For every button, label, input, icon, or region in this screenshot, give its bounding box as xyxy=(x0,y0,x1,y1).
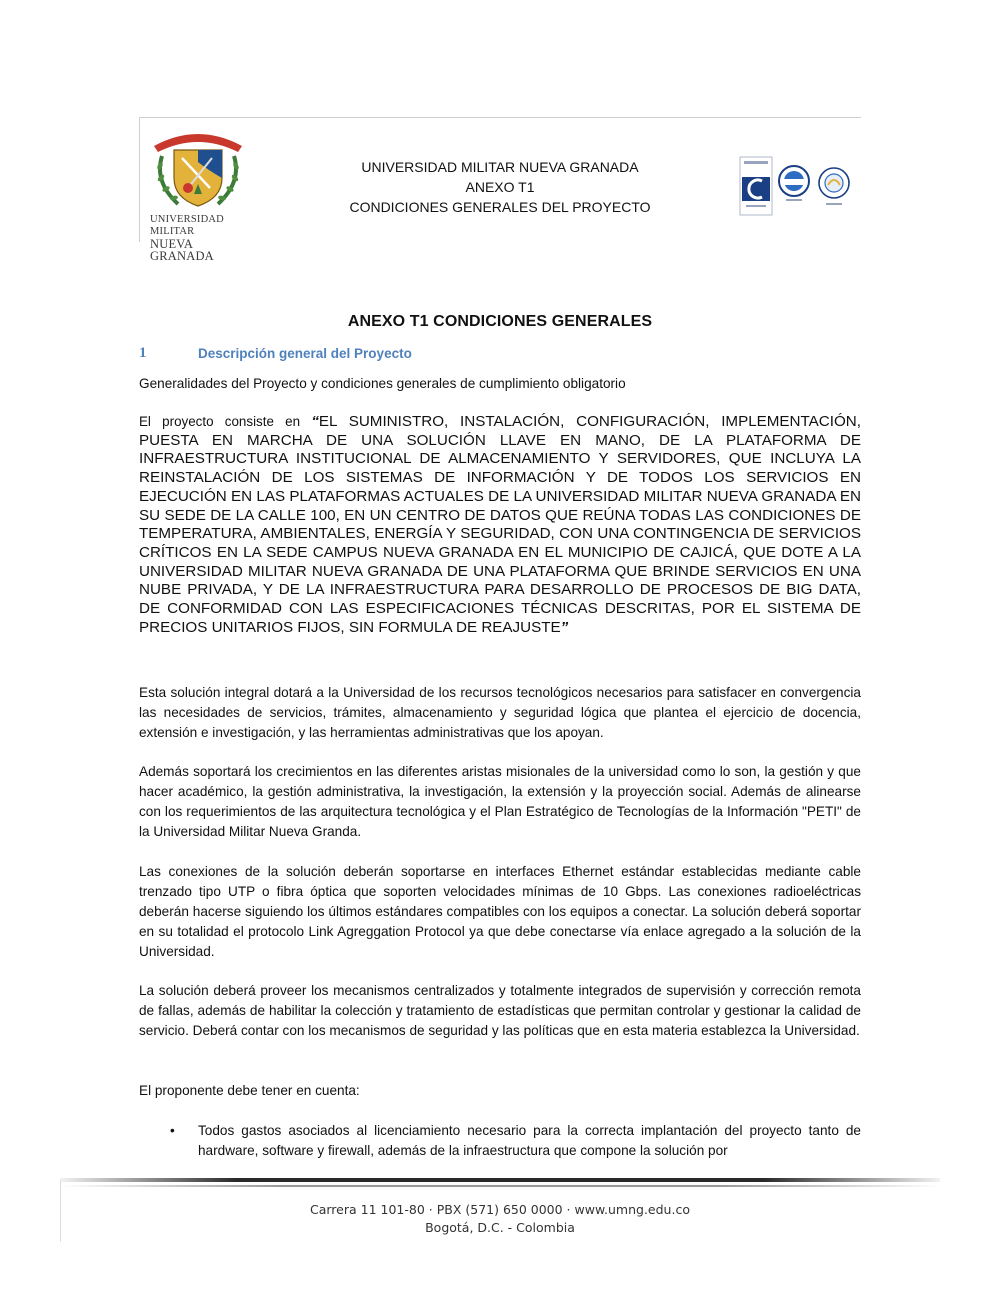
scope-lead: El proyecto consiste en xyxy=(139,414,312,429)
header-title xyxy=(300,157,700,217)
footer-line2: Bogotá, D.C. - Colombia xyxy=(425,1220,575,1235)
header-title-line2: ANEXO T1 xyxy=(465,179,535,195)
header-title-line1: UNIVERSIDAD MILITAR NUEVA GRANADA xyxy=(361,159,639,175)
footer-line1: Carrera 11 101-80 · PBX (571) 650 0000 · www.umng.edu.co xyxy=(310,1202,690,1217)
document-title: ANEXO T1 CONDICIONES GENERALES xyxy=(347,313,653,330)
section-heading xyxy=(139,345,861,365)
scope-text: EL SUMINISTRO, INSTALACIÓN, CONFIGURACIÓN, IMPLEMENTACIÓN, PUESTA EN MARCHA DE UNA SOLUCIÓN LLAVE EN MANO, DE LA PLATAFORMA DE INFRAESTRUCTURA INSTITUCIONAL DE ALMACENAMIENTO Y SERVIDORES, QUE INCLUYA LA REINSTALACIÓN DE LOS SISTEMAS DE INFORMACIÓN Y DE TODOS LOS SERVICIOS EN EJECUCIÓN EN LAS PLATAFORMAS ACTUALES DE LA UNIVERSIDAD MILITAR NUEVA GRANADA EN SU SEDE DE LA CALLE 100, EN UN CENTRO DE DATOS QUE REÚNA TODAS LAS CONDICIONES DE TEMPERATURA, AMBIENTALES, ENERGÍA Y SEGURIDAD, CON UNA CONTINGENCIA DE SERVICIOS CRÍTICOS EN LA SEDE CAMPUS NUEVA GRANADA EN EL MUNICIPIO DE CAJICÁ, QUE DOTE A LA UNIVERSIDAD MILITAR NUEVA GRANADA DE UNA PLATAFORMA QUE BRINDE SERVICIOS EN UNA NUBE PRIVADA, Y DE LA INFRAESTRUCTURA PARA DESARROLLO DE PROCESOS DE BIG DATA, DE CONFORMIDAD CON LAS ESPECIFICACIONES TÉCNICAS DESCRITAS, POR EL SISTEMA DE PRECIOS UNITARIOS FIJOS, SIN FORMULA DE REAJUSTE xyxy=(139,413,861,636)
header-title-line3: CONDICIONES GENERALES DEL PROYECTO xyxy=(349,199,651,215)
university-logo-text xyxy=(150,214,250,262)
footer-divider-shadow xyxy=(60,1185,940,1187)
paragraph-supervision: La solución deberá proveer los mecanismos centralizados y totalmente integrados de supervisión y corrección remota de fallas, además de habilitar la colección y tratamiento de estadísticas que permitan controlar y gestionar la calidad de servicio. Deberá contar con los mecanismos de seguridad y las políticas que en esta materia establezca la Universidad. xyxy=(139,983,861,1038)
paragraph-considerations: El proponente debe tener en cuenta: xyxy=(139,1083,360,1098)
logo-text-line1: UNIVERSIDAD MILITAR xyxy=(150,214,224,237)
scope-close-quote: ” xyxy=(560,618,569,636)
paragraph-solution: Esta solución integral dotará a la Universidad de los recursos tecnológicos necesarios para satisfacer en convergencia las necesidades de servicios, trámites, almacenamiento y seguridad lógica que plantea el ejercicio de docencia, extensión e investigación, y las herramientas administrativas que los apoyan. xyxy=(139,685,861,740)
footer-address xyxy=(250,1201,750,1237)
scope-open-quote: “ xyxy=(311,413,319,430)
logo-text-line2: NUEVA GRANADA xyxy=(150,237,214,263)
certification-seals-icon xyxy=(738,155,856,217)
paragraph-growth: Además soportará los crecimientos en las diferentes aristas misionales de la universidad como lo son, la gestión y que hacer académico, la gestión administrativa, la investigación, la extensión y la proyección social. Además de alinearse con los requerimientos de las arquitectura tecnológica y el Plan Estratégico de Tecnologías de la Información "PETI" de la Universidad Militar Nueva Granda. xyxy=(139,764,861,839)
intro-paragraph: Generalidades del Proyecto y condiciones generales de cumplimiento obligatorio xyxy=(139,376,626,391)
footer-edge xyxy=(60,1180,61,1242)
certification-logos xyxy=(738,155,856,217)
footer-divider xyxy=(60,1178,940,1182)
university-seal-icon xyxy=(148,122,248,214)
bullet-text: Todos gastos asociados al licenciamiento necesario para la correcta implantación del proyecto tanto de hardware, software y firewall, además de la infraestructura que compone la solución por xyxy=(198,1123,861,1158)
section-title: Descripción general del Proyecto xyxy=(198,346,412,361)
university-logo xyxy=(148,122,248,263)
section-number: 1 xyxy=(139,345,147,361)
paragraph-connections: Las conexiones de la solución deberán soportarse en interfaces Ethernet estándar establecidas mediante cable trenzado tipo UTP o fibra óptica que soporten velocidades mínimas de 10 Gbps. Las conexiones radioeléctricas deberán hacerse siguiendo los últimos estándares compatibles con los equipos a conectar. La solución deberá soportar en su totalidad el protocolo Link Agreggation Protocol ya que debe conectarse vía enlace agregado a la solución de la Universidad. xyxy=(139,864,861,959)
bullet-icon: • xyxy=(170,1123,175,1138)
scope-paragraph xyxy=(139,413,861,637)
